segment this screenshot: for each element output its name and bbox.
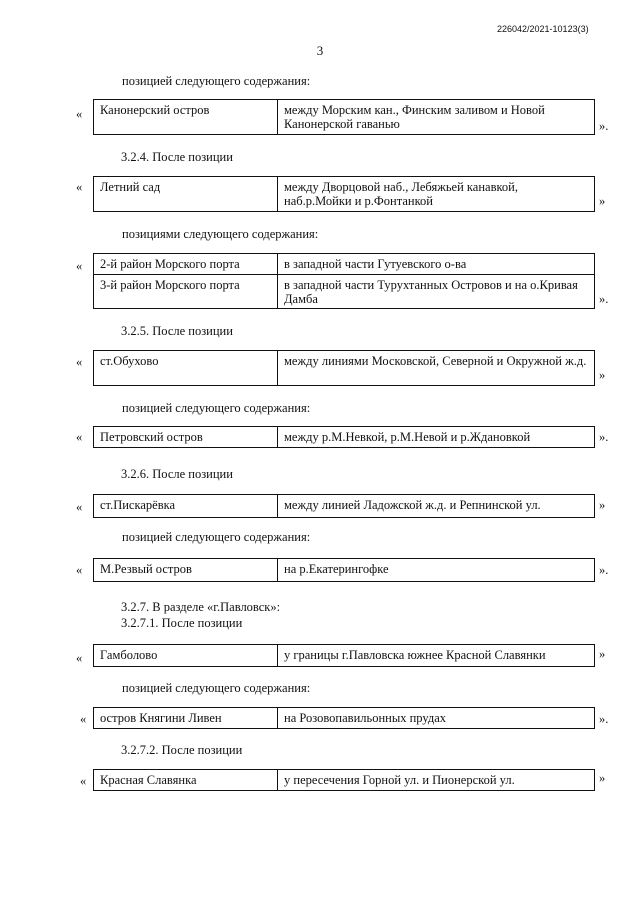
quote-open: « — [76, 259, 83, 273]
table-row — [94, 770, 594, 790]
section-heading: позицией следующего содержания: — [122, 681, 311, 695]
position-name: остров Княгини Ливен — [94, 708, 278, 728]
position-table — [93, 494, 595, 518]
table-row — [94, 495, 594, 517]
position-description: между линиями Московской, Северной и Окружной ж.д. — [284, 354, 587, 368]
table-row — [94, 427, 594, 447]
position-table — [93, 707, 595, 729]
table-row — [94, 100, 594, 134]
quote-close: ». — [599, 563, 609, 577]
section-heading: позицией следующего содержания: — [122, 401, 311, 415]
section-heading: позициями следующего содержания: — [122, 227, 319, 241]
position-description: между р.М.Невкой, р.М.Невой и р.Ждановкой — [284, 430, 531, 444]
position-name: Петровский остров — [94, 427, 278, 447]
position-name: Канонерский остров — [94, 100, 278, 134]
quote-open: « — [76, 430, 83, 444]
position-table — [93, 769, 595, 791]
position-name: Летний сад — [94, 177, 278, 211]
quote-open: « — [80, 774, 87, 788]
table-row — [94, 708, 594, 728]
quote-close: ». — [599, 119, 609, 133]
position-description: у границы г.Павловска южнее Красной Славянки — [284, 648, 546, 662]
section-heading: 3.2.5. После позиции — [121, 324, 233, 338]
position-description: у пересечения Горной ул. и Пионерской ул. — [284, 773, 515, 787]
quote-close: » — [599, 647, 606, 661]
position-table — [93, 253, 595, 309]
quote-close: » — [599, 194, 606, 208]
table-row — [94, 645, 594, 666]
position-description: между линией Ладожской ж.д. и Репнинской ул. — [284, 498, 541, 512]
quote-close: ». — [599, 292, 609, 306]
position-description: в западной части Турухтанных Островов и на о.Кривая Дамба — [284, 278, 578, 306]
position-description: на Розовопавильонных прудах — [284, 711, 446, 725]
position-table — [93, 558, 595, 582]
position-description: между Дворцовой наб., Лебяжьей канавкой, наб.р.Мойки и р.Фонтанкой — [284, 180, 518, 208]
position-table — [93, 426, 595, 448]
section-heading: позицией следующего содержания: — [122, 530, 311, 544]
position-table — [93, 350, 595, 386]
section-heading: 3.2.4. После позиции — [121, 150, 233, 164]
position-name: М.Резвый остров — [94, 559, 278, 581]
position-name: 3-й район Морского порта — [94, 275, 278, 308]
quote-open: « — [76, 180, 83, 194]
quote-close: ». — [599, 430, 609, 444]
quote-open: « — [80, 712, 87, 726]
quote-open: « — [76, 500, 83, 514]
position-name: ст.Пискарёвка — [94, 495, 278, 517]
section-heading: 3.2.7.2. После позиции — [121, 743, 243, 757]
quote-close: » — [599, 368, 606, 382]
document-reference: 226042/2021-10123(3) — [497, 24, 589, 34]
position-description: в западной части Гутуевского о-ва — [284, 257, 467, 271]
quote-open: « — [76, 651, 83, 665]
quote-open: « — [76, 107, 83, 121]
position-description: на р.Екатерингофке — [284, 562, 389, 576]
table-row — [94, 177, 594, 211]
page-number: 3 — [316, 43, 324, 58]
quote-open: « — [76, 563, 83, 577]
quote-close: » — [599, 771, 606, 785]
position-name: Красная Славянка — [94, 770, 278, 790]
position-table — [93, 644, 595, 667]
position-name: 2-й район Морского порта — [94, 254, 278, 274]
table-row — [94, 274, 594, 308]
section-subheading: 3.2.7.1. После позиции — [121, 616, 243, 630]
section-heading: 3.2.6. После позиции — [121, 467, 233, 481]
quote-open: « — [76, 355, 83, 369]
table-row — [94, 351, 594, 385]
section-heading: 3.2.7. В разделе «г.Павловск»: — [121, 600, 281, 614]
table-row — [94, 559, 594, 581]
quote-close: » — [599, 498, 606, 512]
position-description: между Морским кан., Финским заливом и Новой Канонерской гаванью — [284, 103, 545, 131]
position-name: ст.Обухово — [94, 351, 278, 385]
quote-close: ». — [599, 712, 609, 726]
position-table — [93, 99, 595, 135]
position-table — [93, 176, 595, 212]
table-row — [94, 254, 594, 274]
position-name: Гамболово — [94, 645, 278, 666]
section-heading: позицией следующего содержания: — [122, 74, 311, 88]
